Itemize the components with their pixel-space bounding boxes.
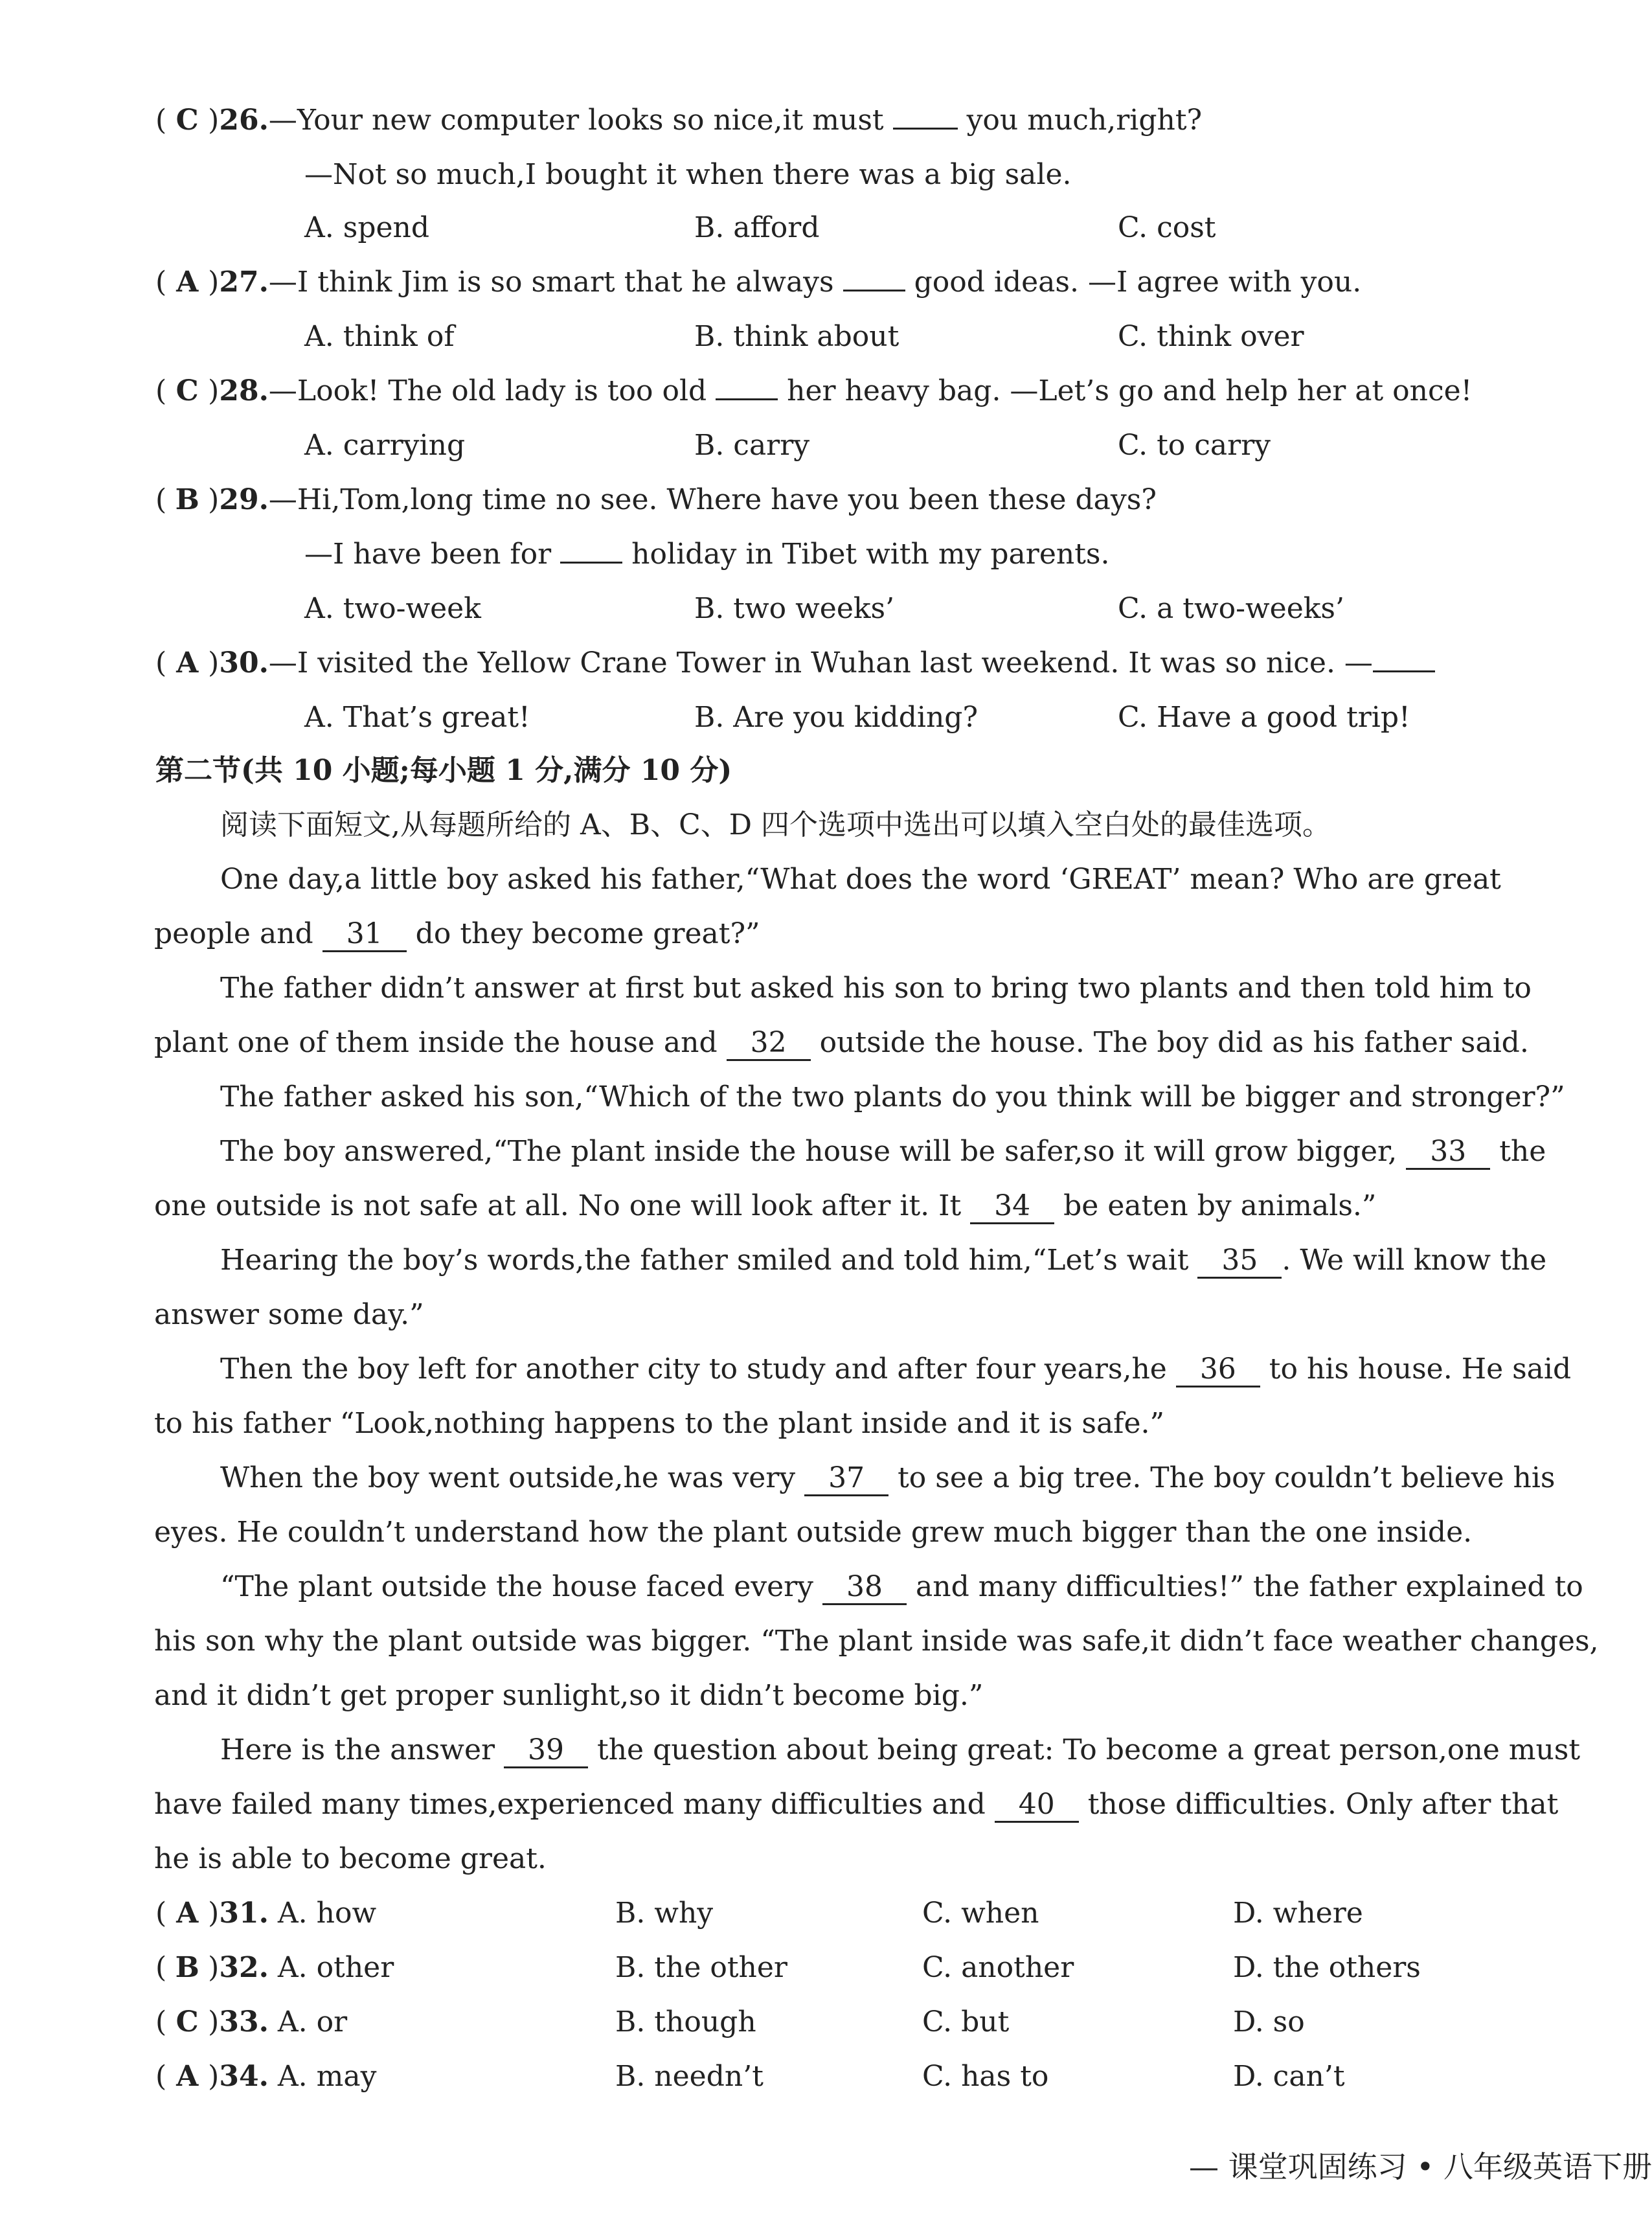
option: B. two weeks’ (694, 592, 895, 625)
question-27: ( A )27.—I think Jim is so smart that he always good ideas. —I agree with you. (155, 263, 1361, 302)
question-29-reply: —I have been for holiday in Tibet with my parents. (304, 538, 1110, 571)
passage-line: his son why the plant outside was bigger. “The plant inside was safe,it didn’t face weather changes, (154, 1625, 1599, 1658)
blank-34: 34 (970, 1190, 1054, 1224)
passage-line: “The plant outside the house faced every 38 and many difficulties!” the father explained to (220, 1568, 1583, 1606)
option: B. Are you kidding? (694, 701, 979, 734)
blank (843, 290, 905, 291)
option: C. cost (1118, 211, 1216, 244)
answer-letter: A (176, 1897, 199, 1930)
passage-line: and it didn’t get proper sunlight,so it didn’t become big.” (154, 1679, 984, 1712)
cloze-34: ( A )34. A. may (155, 2057, 376, 2096)
option: B. think about (694, 320, 900, 353)
option: D. where (1233, 1897, 1363, 1930)
blank (1373, 670, 1435, 672)
answer-letter: B (175, 1951, 199, 1984)
answer-letter: A (176, 2060, 199, 2093)
blank-35: 35 (1197, 1244, 1282, 1279)
blank (560, 562, 622, 564)
option: B. the other (615, 1951, 787, 1984)
passage-line: have failed many times,experienced many difficulties and 40 those difficulties. Only after that (154, 1785, 1558, 1824)
passage-line: The father didn’t answer at first but asked his son to bring two plants and then told him to (220, 972, 1532, 1005)
answer-letter: C (175, 2005, 199, 2038)
blank (716, 398, 778, 400)
blank-33: 33 (1406, 1136, 1490, 1170)
passage-line: he is able to become great. (154, 1842, 547, 1875)
question-26: ( C )26.—Your new computer looks so nice,it must you much,right? (155, 101, 1202, 140)
page-footer: — 课堂巩固练习 • 八年级英语下册 (1189, 2149, 1652, 2184)
question-30: ( A )30.—I visited the Yellow Crane Tower in Wuhan last weekend. It was so nice. — (155, 644, 1435, 683)
option: B. afford (694, 211, 820, 244)
blank-31: 31 (322, 918, 407, 952)
passage-line: to his father “Look,nothing happens to the plant inside and it is safe.” (154, 1407, 1164, 1440)
answer-letter: C (175, 374, 199, 407)
option: C. Have a good trip! (1118, 701, 1410, 734)
blank (893, 128, 958, 130)
option: C. to carry (1118, 429, 1271, 462)
option: B. why (615, 1897, 714, 1930)
option: C. another (922, 1951, 1074, 1984)
blank-32: 32 (727, 1027, 811, 1061)
option: A. That’s great! (304, 701, 530, 734)
passage-line: eyes. He couldn’t understand how the plant outside grew much bigger than the one inside. (154, 1516, 1473, 1549)
answer-letter: B (175, 483, 199, 516)
blank-37: 37 (804, 1462, 888, 1496)
option: B. though (615, 2005, 756, 2038)
passage-line: Here is the answer 39 the question about being great: To become a great person,one must (220, 1731, 1580, 1770)
answer-letter: A (176, 646, 199, 679)
blank-39: 39 (504, 1734, 588, 1768)
option: B. carry (694, 429, 810, 462)
passage-line: One day,a little boy asked his father,“What does the word ‘GREAT’ mean? Who are great (220, 863, 1501, 896)
blank-40: 40 (995, 1788, 1079, 1823)
blank-38: 38 (822, 1571, 907, 1605)
option: A. two-week (304, 592, 481, 625)
answer-letter: A (176, 266, 199, 299)
cloze-32: ( B )32. A. other (155, 1948, 394, 1987)
option: B. needn’t (615, 2060, 764, 2093)
option: D. so (1233, 2005, 1305, 2038)
question-26-reply: —Not so much,I bought it when there was a big sale. (304, 158, 1072, 191)
blank-36: 36 (1176, 1353, 1260, 1387)
option: C. but (922, 2005, 1010, 2038)
option: A. spend (304, 211, 430, 244)
question-28: ( C )28.—Look! The old lady is too old her heavy bag. —Let’s go and help her at once! (155, 372, 1472, 411)
option: D. can’t (1233, 2060, 1345, 2093)
passage-line: When the boy went outside,he was very 37 to see a big tree. The boy couldn’t believe his (220, 1459, 1555, 1498)
cloze-33: ( C )33. A. or (155, 2003, 347, 2042)
passage-line: Hearing the boy’s words,the father smiled and told him,“Let’s wait 35 . We will know the (220, 1241, 1546, 1280)
option: C. think over (1118, 320, 1304, 353)
passage-line: answer some day.” (154, 1298, 424, 1331)
question-29: ( B )29.—Hi,Tom,long time no see. Where have you been these days? (155, 481, 1157, 520)
option: A. think of (304, 320, 455, 353)
option: C. a two-weeks’ (1118, 592, 1344, 625)
option: C. when (922, 1897, 1039, 1930)
option: D. the others (1233, 1951, 1421, 1984)
passage-line: The father asked his son,“Which of the two plants do you think will be bigger and stronger?” (220, 1080, 1565, 1113)
section-instruction: 阅读下面短文,从每题所给的 A、B、C、D 四个选项中选出可以填入空白处的最佳选项。 (220, 808, 1331, 841)
option: C. has to (922, 2060, 1049, 2093)
passage-line: Then the boy left for another city to study and after four years,he 36 to his house. He said (220, 1350, 1571, 1389)
passage-line: plant one of them inside the house and 32 outside the house. The boy did as his father said. (154, 1023, 1529, 1062)
passage-line: one outside is not safe at all. No one will look after it. It 34 be eaten by animals.” (154, 1187, 1376, 1226)
passage-line: people and 31 do they become great?” (154, 915, 760, 953)
passage-line: The boy answered,“The plant inside the house will be safer,so it will grow bigger, 33 the (220, 1132, 1546, 1171)
answer-letter: C (175, 104, 199, 137)
cloze-31: ( A )31. A. how (155, 1894, 376, 1933)
section-heading: 第二节(共 10 小题;每小题 1 分,满分 10 分) (155, 754, 732, 787)
option: A. carrying (304, 429, 466, 462)
